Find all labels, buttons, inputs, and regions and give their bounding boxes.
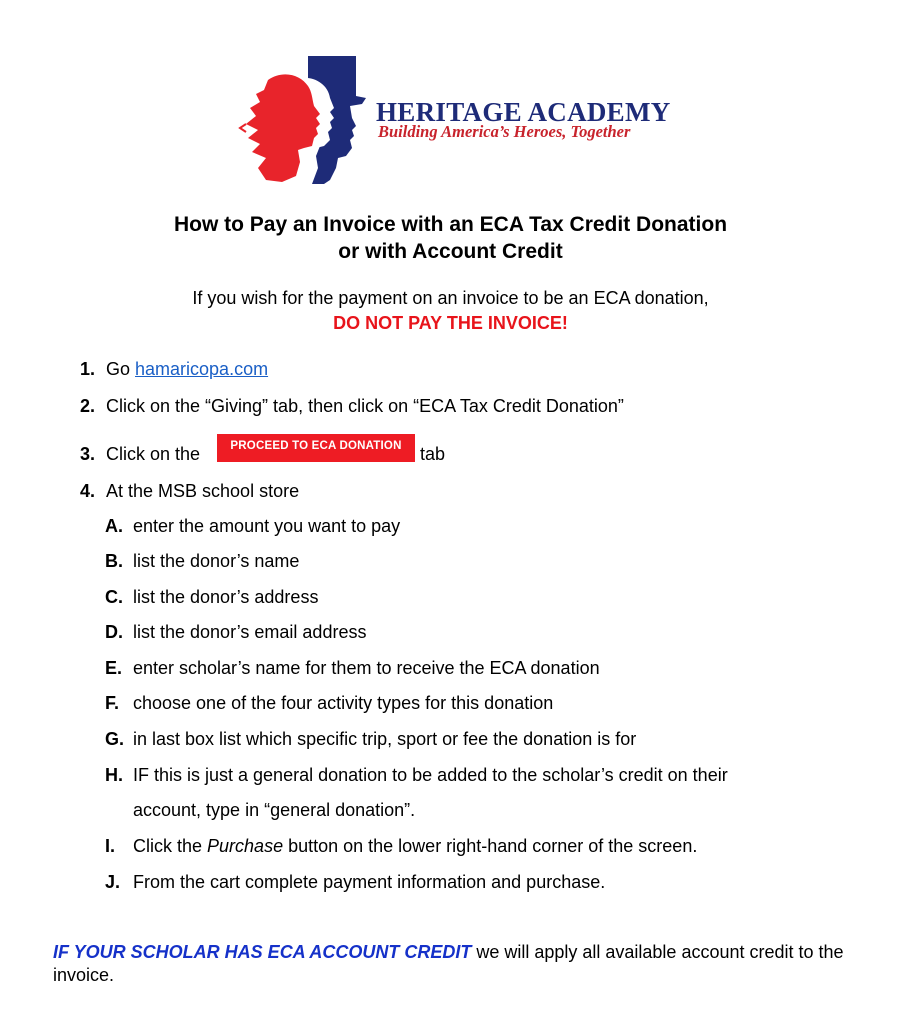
- substep-h: [0, 765, 901, 789]
- substep-text: enter the amount you want to pay: [133, 516, 401, 536]
- page-subtitle: or with Account Credit: [338, 240, 563, 263]
- step-text: Click on the “Giving” tab, then click on “ECA Tax Credit Donation”: [106, 396, 624, 416]
- substep-letter: C.: [105, 587, 123, 607]
- substep-text-after: button on the lower right-hand corner of the screen.: [283, 836, 698, 856]
- substep-e: [0, 658, 901, 682]
- substep-text: list the donor’s address: [133, 587, 319, 607]
- step-text-after: tab: [420, 444, 446, 464]
- substep-letter: F.: [105, 693, 120, 713]
- substep-text: Click the: [133, 836, 208, 856]
- substep-letter: I.: [105, 836, 116, 856]
- substep-h-continued: [0, 800, 901, 824]
- step-number: 2.: [80, 396, 96, 416]
- substep-i: [0, 836, 901, 860]
- footer-emphasis: IF YOUR SCHOLAR HAS ECA ACCOUNT CREDIT: [53, 942, 472, 962]
- substep-a: [0, 516, 901, 540]
- purchase-emphasis: Purchase: [207, 836, 284, 856]
- step-number: 4.: [80, 481, 96, 501]
- intro-text: If you wish for the payment on an invoice to be an ECA donation,: [192, 288, 709, 308]
- warning-text: DO NOT PAY THE INVOICE!: [333, 313, 568, 333]
- substep-letter: J.: [105, 872, 121, 892]
- substep-text: choose one of the four activity types for this donation: [133, 693, 554, 713]
- substep-g: [0, 729, 901, 753]
- step-text: Click on the: [106, 444, 201, 464]
- substep-j: [0, 872, 901, 896]
- page-title: How to Pay an Invoice with an ECA Tax Credit Donation: [173, 213, 728, 236]
- substep-text: list the donor’s email address: [133, 622, 367, 642]
- substep-letter: E.: [105, 658, 123, 678]
- substep-letter: G.: [105, 729, 125, 749]
- substep-text: list the donor’s name: [133, 551, 300, 571]
- step-number: 1.: [80, 359, 96, 379]
- substep-text: account, type in “general donation”.: [133, 800, 416, 820]
- footer-note: [53, 941, 863, 987]
- footer-text: we will apply all available account credit to the invoice.: [53, 942, 844, 985]
- substep-letter: H.: [105, 765, 123, 785]
- proceed-to-eca-donation-button[interactable]: PROCEED TO ECA DONATION: [217, 434, 415, 462]
- heritage-academy-logo-icon: [238, 52, 380, 186]
- substep-text: IF this is just a general donation to be added to the scholar’s credit on their: [133, 765, 728, 785]
- substep-letter: D.: [105, 622, 123, 642]
- org-tagline: Building America’s Heroes, Together: [378, 122, 631, 141]
- substep-d: [0, 622, 901, 646]
- substep-letter: A.: [105, 516, 123, 536]
- step-text: At the MSB school store: [106, 481, 300, 501]
- step-4: [0, 481, 901, 505]
- substep-text: in last box list which specific trip, sport or fee the donation is for: [133, 729, 637, 749]
- step-number: 3.: [80, 444, 96, 464]
- substep-c: [0, 587, 901, 611]
- substep-letter: B.: [105, 551, 123, 571]
- substep-f: [0, 693, 901, 717]
- step-2: [0, 396, 901, 420]
- substep-text: enter scholar’s name for them to receive the ECA donation: [133, 658, 600, 678]
- step-text: Go: [106, 359, 136, 379]
- org-name: HERITAGE ACADEMY: [376, 97, 671, 127]
- substep-b: [0, 551, 901, 575]
- step-3: [0, 444, 901, 468]
- step-1: [0, 359, 901, 383]
- website-link[interactable]: hamaricopa.com: [135, 359, 269, 379]
- substep-text: From the cart complete payment information and purchase.: [133, 872, 606, 892]
